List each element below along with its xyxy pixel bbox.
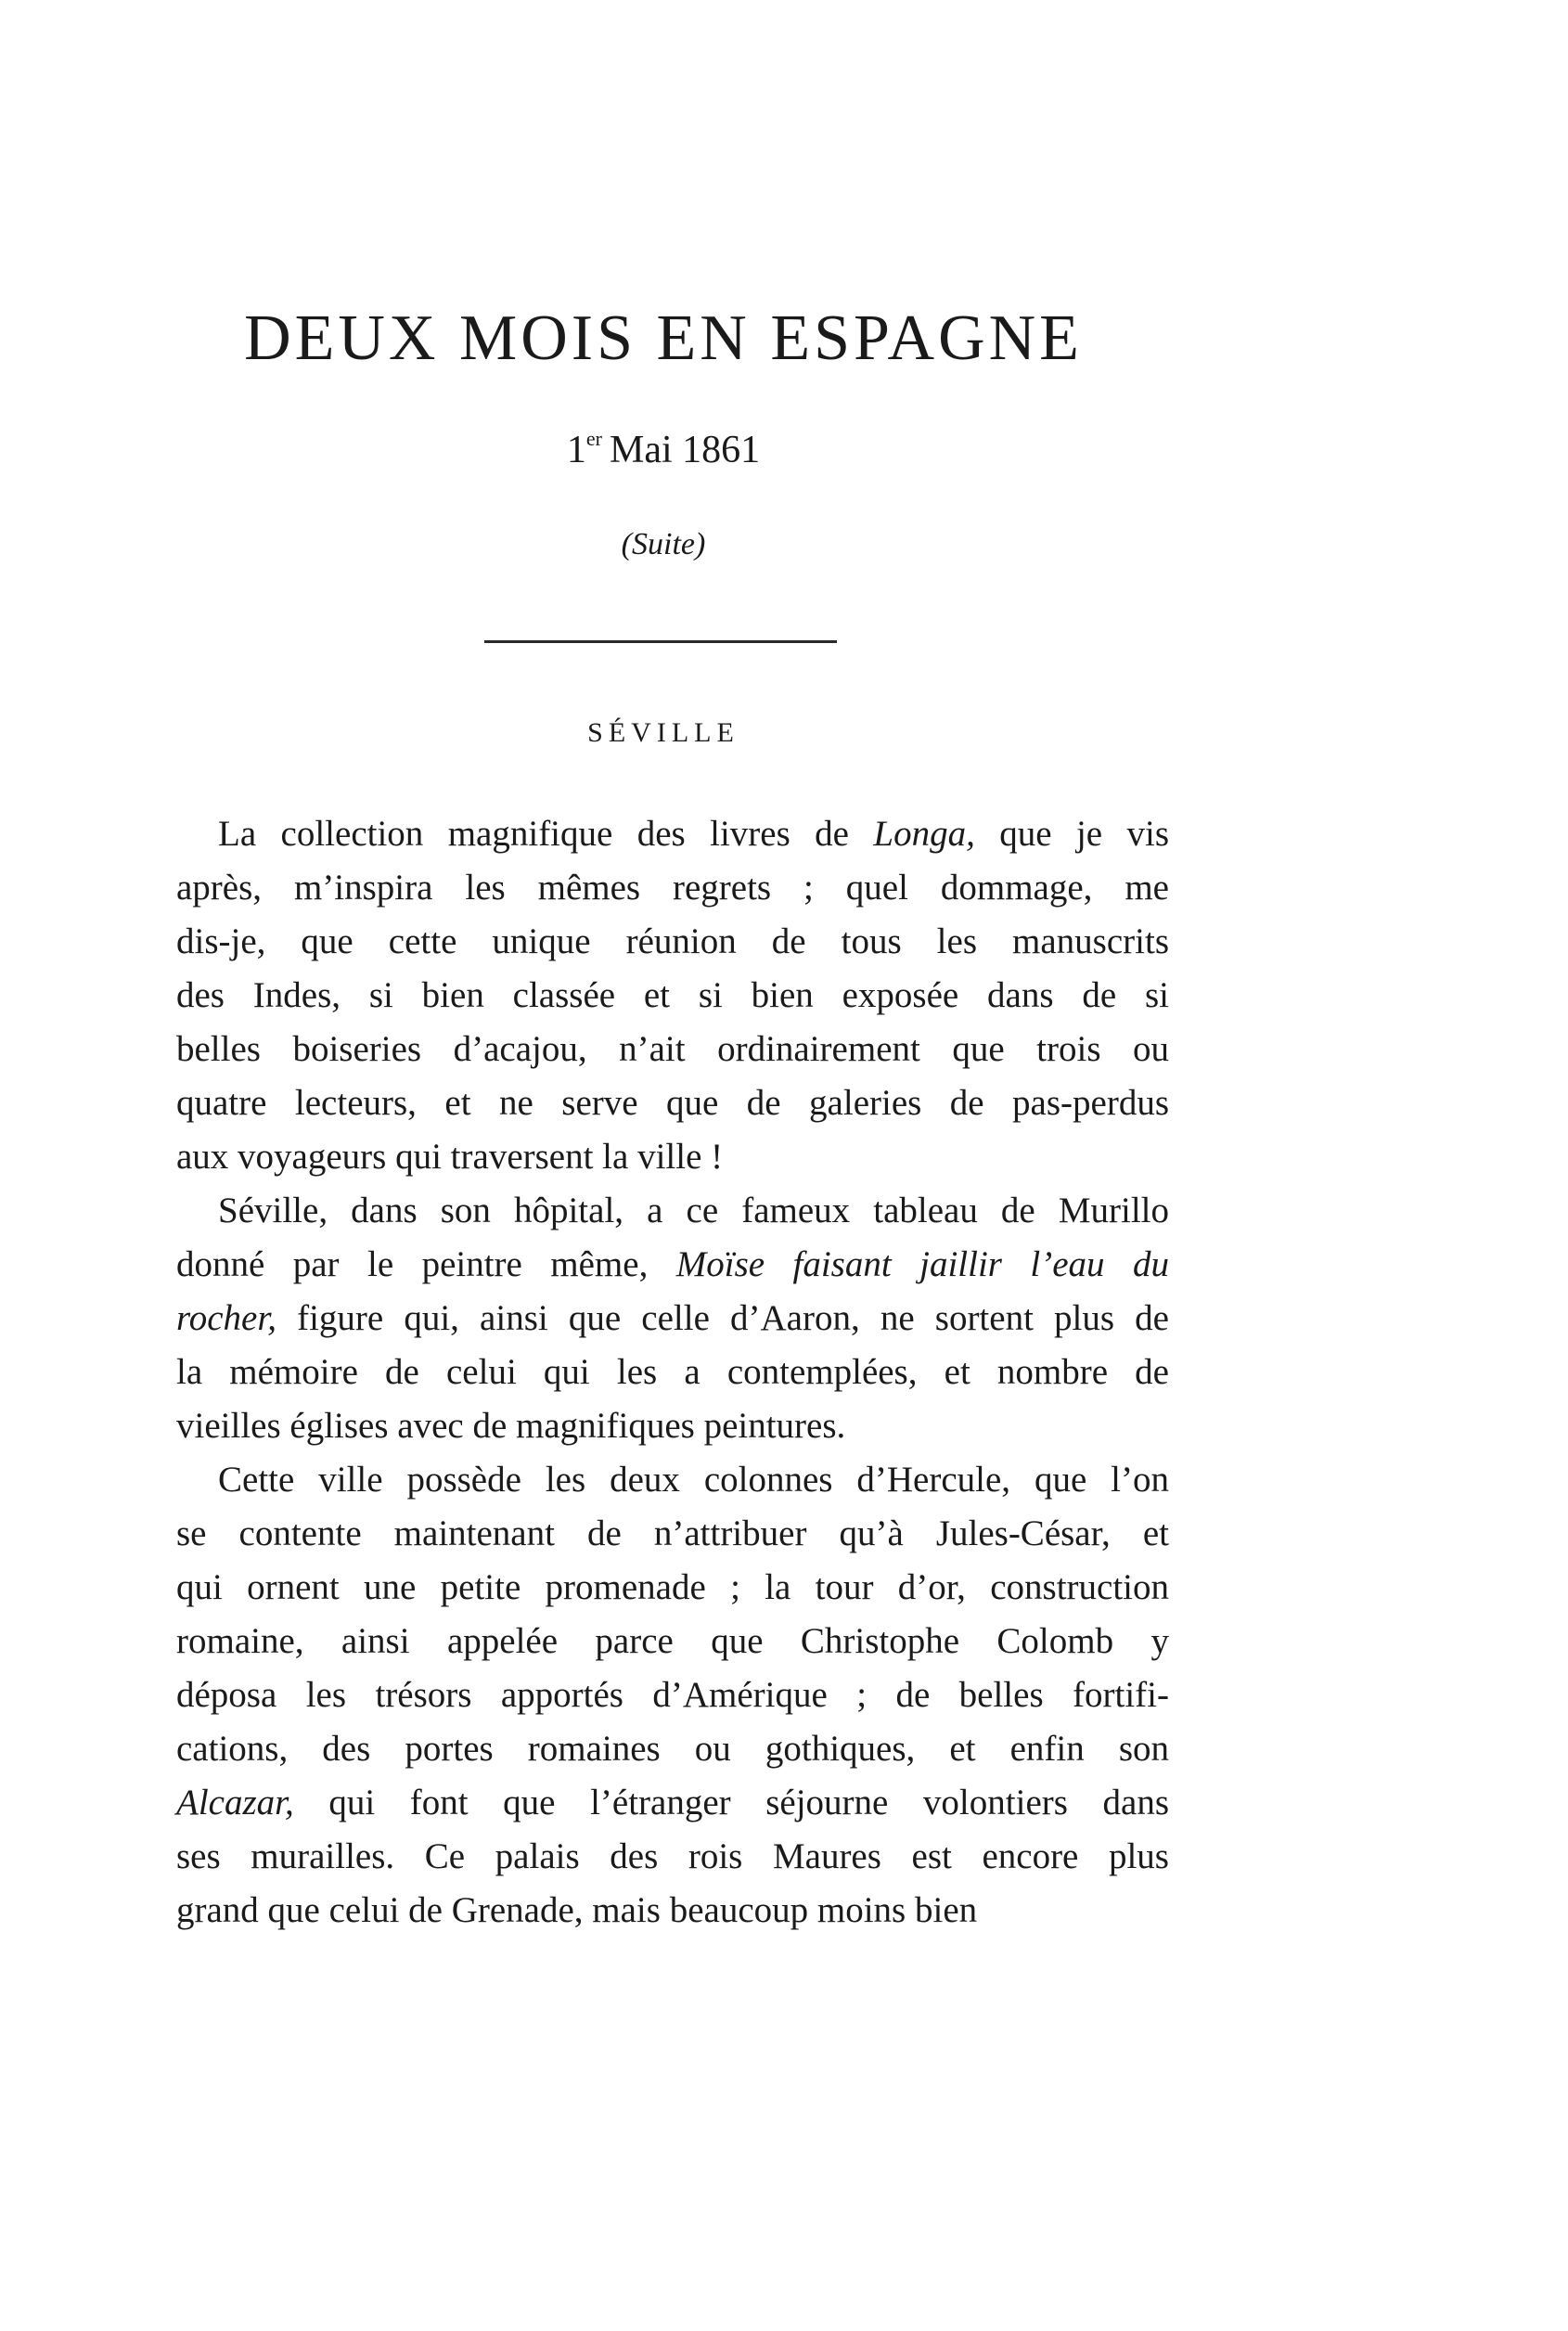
- text-segment: grand que celui de Grenade, mais beaucoup moins bien: [176, 1890, 978, 1930]
- italic-segment: Moïse faisant jaillir l’eau du: [675, 1244, 1169, 1284]
- text-segment: romaine, ainsi appelée parce que Christophe Colomb y: [176, 1621, 1169, 1661]
- text-segment: la mémoire de celui qui les a contemplées, et nombre de: [176, 1352, 1169, 1392]
- text-segment: déposa les trésors apportés d’Amérique ; de belles fortifi-: [176, 1675, 1169, 1715]
- text-line: [176, 1668, 1169, 1722]
- text-segment: des Indes, si bien classée et si bien exposée dans de si: [176, 975, 1169, 1015]
- italic-segment: Alcazar,: [176, 1783, 294, 1822]
- text-line: [176, 1238, 1169, 1292]
- text-segment: quatre lecteurs, et ne serve que de galeries de pas-perdus: [176, 1083, 1169, 1123]
- text-line: [176, 1722, 1169, 1776]
- text-line: [176, 1292, 1169, 1346]
- text-line: [176, 1884, 1169, 1938]
- text-segment: dis-je, que cette unique réunion de tous les manuscrits: [176, 921, 1169, 961]
- text-segment: donné par le peintre même,: [176, 1244, 676, 1284]
- paragraph: [176, 1184, 1169, 1453]
- date-line: [0, 429, 1327, 470]
- text-line: [176, 1615, 1169, 1668]
- separator-rule: [484, 640, 837, 643]
- text-segment: que je vis: [974, 814, 1169, 854]
- page-title: DEUX MOIS EN ESPAGNE: [244, 303, 1083, 374]
- text-segment: se contente maintenant de n’attribuer qu’à Jules-César, et: [176, 1513, 1169, 1553]
- text-line: [176, 1830, 1169, 1884]
- text-line: [176, 1023, 1169, 1076]
- text-line: [176, 861, 1169, 915]
- text-segment: vieilles églises avec de magnifiques peintures.: [176, 1406, 846, 1446]
- italic-segment: rocher,: [176, 1298, 276, 1338]
- paragraph: [176, 1453, 1169, 1938]
- text-line: [176, 915, 1169, 969]
- text-segment: aux voyageurs qui traversent la ville !: [176, 1137, 724, 1177]
- text-segment: Cette ville possède les deux colonnes d’Hercule, que l’on: [218, 1460, 1169, 1500]
- section-title: SÉVILLE: [587, 717, 739, 748]
- text-line: [176, 969, 1169, 1023]
- text-segment: Séville, dans son hôpital, a ce fameux tableau de Murillo: [218, 1191, 1169, 1230]
- date-day-suffix: er: [585, 427, 602, 450]
- text-segment: belles boiseries d’acajou, n’ait ordinairement que trois ou: [176, 1029, 1169, 1069]
- text-line: [176, 1561, 1169, 1615]
- date-month-year: Mai 1861: [609, 429, 761, 471]
- text-line: [176, 1453, 1169, 1507]
- text-line: [176, 1399, 1169, 1453]
- text-line: [176, 1130, 1169, 1184]
- text-segment: figure qui, ainsi que celle d’Aaron, ne sortent plus de: [276, 1298, 1169, 1338]
- text-segment: qui font que l’étranger séjourne volontiers dans: [293, 1783, 1169, 1822]
- text-segment: ses murailles. Ce palais des rois Maures est encore plus: [176, 1836, 1169, 1876]
- text-line: [176, 807, 1169, 861]
- body-text: [176, 807, 1169, 1938]
- suite-label: (Suite): [621, 527, 706, 561]
- text-segment: qui ornent une petite promenade ; la tour d’or, construction: [176, 1567, 1169, 1607]
- text-line: [176, 1776, 1169, 1830]
- text-segment: La collection magnifique des livres de: [218, 814, 874, 854]
- paragraph: [176, 807, 1169, 1184]
- italic-segment: Longa,: [873, 814, 975, 854]
- text-line: [176, 1076, 1169, 1130]
- date-day: 1: [566, 429, 586, 471]
- text-segment: cations, des portes romaines ou gothiques, et enfin son: [176, 1729, 1169, 1769]
- text-segment: après, m’inspira les mêmes regrets ; quel dommage, me: [176, 868, 1169, 908]
- text-line: [176, 1184, 1169, 1238]
- text-line: [176, 1507, 1169, 1561]
- text-line: [176, 1346, 1169, 1399]
